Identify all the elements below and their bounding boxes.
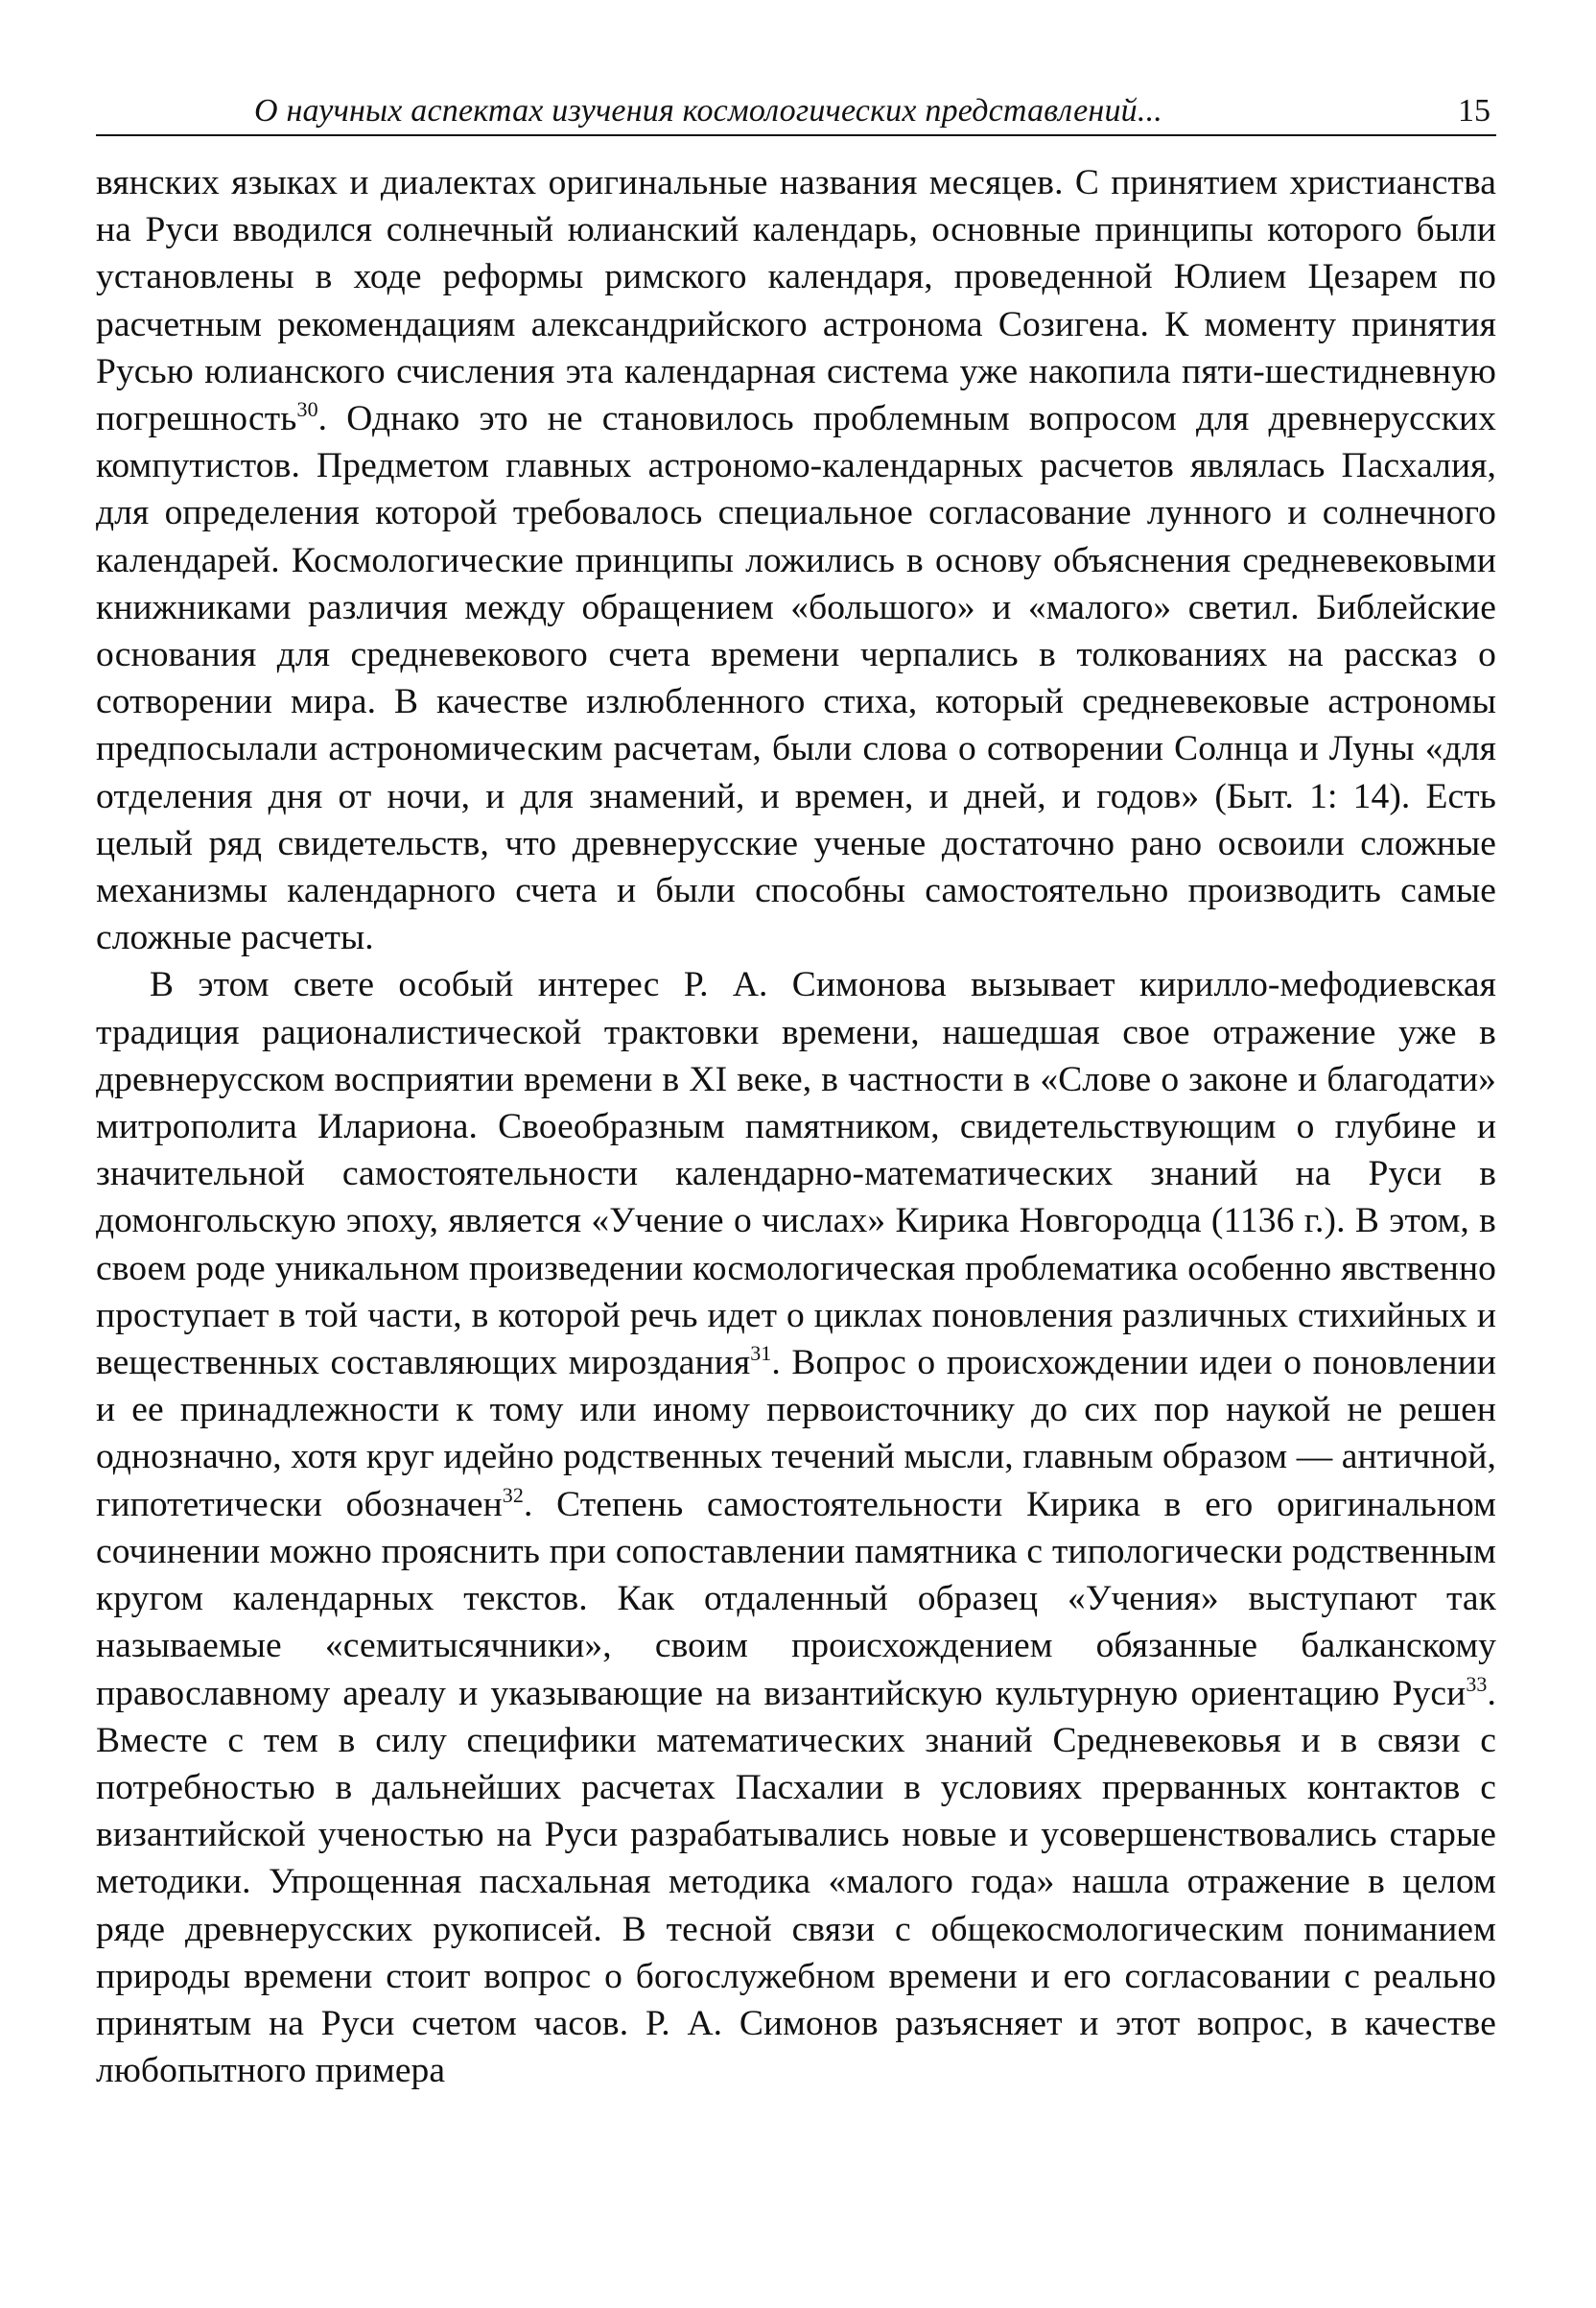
paragraph-text: вянских языках и диалектах оригинальные названия месяцев. С принятием христианства на Руси вводился солнечный юлианский календарь, основные принципы которого были установлены в ходе реформы римского календаря, проведенной Юлием Цезарем по расчетным рекомендациям александрийского астронома Созигена. К моменту принятия Русью юлианского счисления эта календарная система уже накопила пяти-шестидневную погрешность — [96, 163, 1496, 439]
footnote-ref-31: 31 — [750, 1341, 772, 1366]
paragraph-1 — [96, 159, 1496, 961]
page-number: 15 — [1458, 93, 1490, 129]
body-text — [96, 159, 1496, 2094]
running-header — [96, 84, 1496, 136]
paragraph-2 — [96, 961, 1496, 2094]
footnote-ref-30: 30 — [296, 397, 318, 422]
book-page — [96, 84, 1496, 2094]
paragraph-text: . Степень самостоятельности Кирика в его оригинальном сочинении можно прояснить при сопоставлении памятника с типологически родственным кругом календарных текстов. Как отдаленный образец «Учения» выступают так называемые «семитысячники», своим происхождением обязанные балканскому православному ареалу и указывающие на византийскую культурную ориентацию Руси — [96, 1484, 1496, 1713]
footnote-ref-33: 33 — [1466, 1671, 1488, 1696]
paragraph-text: В этом свете особый интерес Р. А. Симонова вызывает кирилло-мефодиевская традиция рационалистической трактовки времени, нашедшая свое отражение уже в древнерусском восприятии времени в XI веке, в частности в «Слове о законе и благодати» митрополита Илариона. Своеобразным памятником, свидетельствующим о глубине и значительной самостоятельности календарно-математических знаний на Руси в домонгольскую эпоху, является «Учение о числах» Кирика Новгородца (1136 г.). В этом, в своем роде уникальном произведении космологическая проблематика особенно явственно проступает в той части, в которой речь идет о циклах поновления различных стихийных и вещественных составляющих мироздания — [96, 965, 1496, 1383]
footnote-ref-32: 32 — [502, 1482, 524, 1507]
paragraph-text: . Вместе с тем в силу специфики математических знаний Средневековья и в связи с потребностью в дальнейших расчетах Пасхалии в условиях прерванных контактов с византийской ученостью на Руси разрабатывались новые и усовершенствовались старые методики. Упрощенная пасхальная методика «малого года» нашла отражение в целом ряде древнерусских рукописей. В тесной связи с общекосмологическим пониманием природы времени стоит вопрос о богослужебном времени и его согласовании с реально принятым на Руси счетом часов. Р. А. Симонов разъясняет и этот вопрос, в качестве любопытного примера — [96, 1673, 1496, 2091]
running-title: О научных аспектах изучения космологических представлений... — [254, 93, 1162, 129]
paragraph-text: . Однако это не становилось проблемным вопросом для древнерусских компутистов. Предметом главных астрономо-календарных расчетов являлась Пасхалия, для определения которой требовалось специальное согласование лунного и солнечного календарей. Космологические принципы ложились в основу объяснения средневековыми книжниками различия между обращением «большого» и «малого» светил. Библейские основания для средневекового счета времени черпались в толкованиях на рассказ о сотворении мира. В качестве излюбленного стиха, который средневековые астрономы предпосылали астрономическим расчетам, были слова о сотворении Солнца и Луны «для отделения дня от ночи, и для знамений, и времен, и дней, и годов» (Быт. 1: 14). Есть целый ряд свидетельств, что древнерусские ученые достаточно рано освоили сложные механизмы календарного счета и были способны самостоятельно производить самые сложные расчеты. — [96, 399, 1496, 958]
paragraph-text: . Вопрос о происхождении идеи о поновлении и ее принадлежности к тому или иному первоисточнику до сих пор наукой не решен однозначно, хотя круг идейно родственных течений мысли, главным образом — античной, гипотетически обозначен — [96, 1343, 1496, 1524]
